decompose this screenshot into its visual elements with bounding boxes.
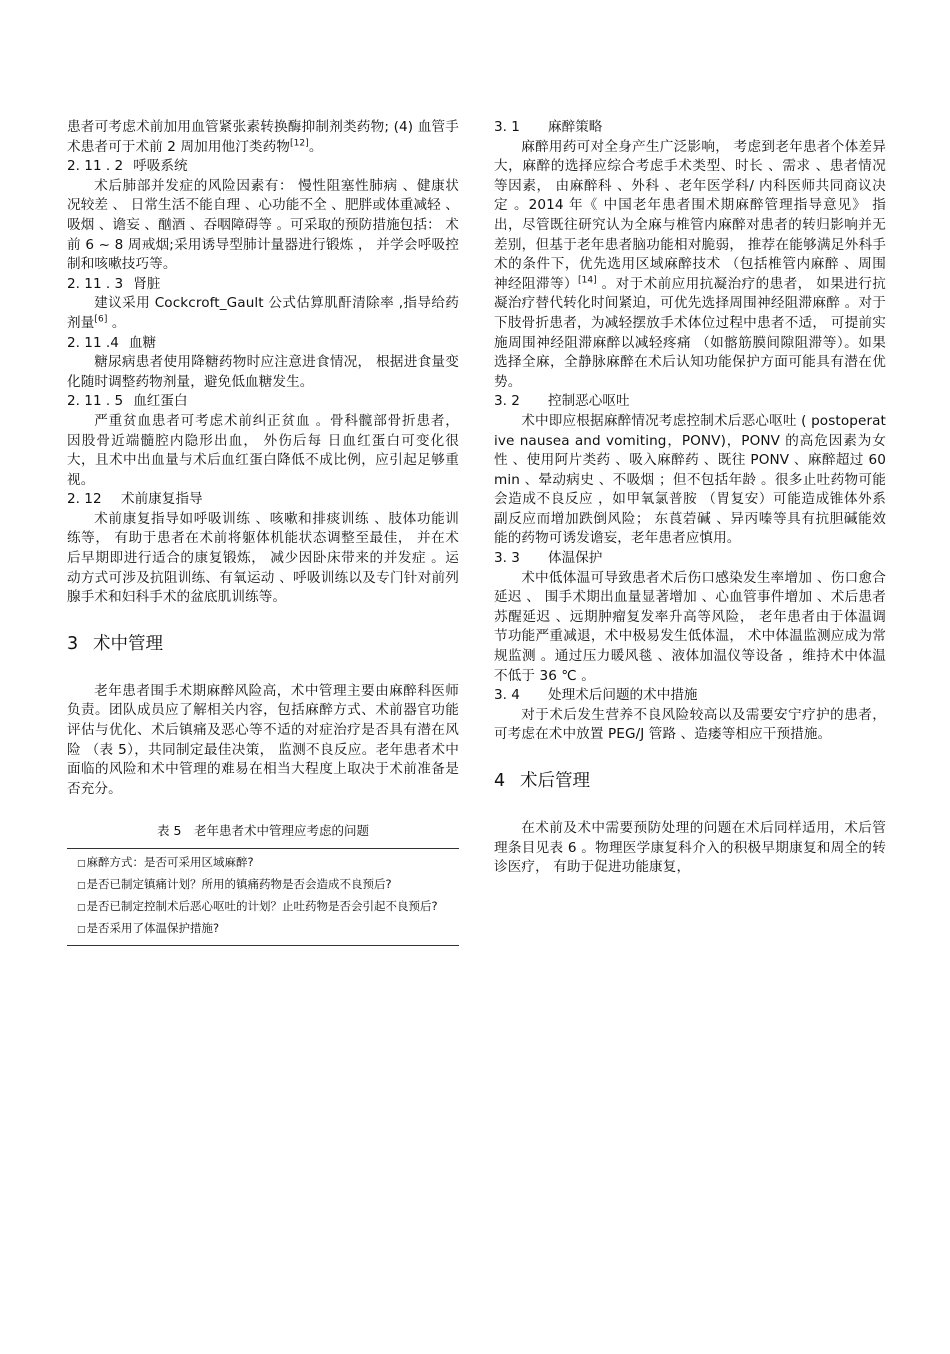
heading-title: 呼吸系统 [133, 158, 188, 175]
paragraph-preop-rehab: 术前康复指导如呼吸训练 、咳嗽和排痰训练 、肢体功能训练等， 有助于患者在术前将躯体机能状态调整至最佳， 并在术后早期即进行适合的康复锻炼， 减少因卧床带来的并发症 。运动方式可涉及抗阻训练、有氧运动 、呼吸训练以及专门针对前列腺手术和妇科手术的盆底肌训练等。 [67, 510, 459, 606]
heading-3-3 [494, 549, 886, 569]
table-row [67, 854, 459, 872]
heading-title: 控制恶心呕吐 [548, 393, 630, 410]
table-5-title: 表 5 老年患者术中管理应考虑的问题 [157, 823, 369, 839]
table-row [67, 920, 459, 938]
citation-ref: [12] [290, 138, 309, 149]
paragraph-postop-management: 在术前及术中需要预防处理的问题在术后同样适用，术后管理条目见表 6 。物理医学康复科介入的积极早期康复和周全的转诊医疗， 有助于促进功能康复， [494, 820, 886, 876]
table-5 [67, 848, 459, 946]
checkbox-icon: □ [77, 925, 86, 936]
anesthesia-text: 麻醉用药可对全身产生广泛影响， 考虑到老年患者个体差异大，麻醉的选择应综合考虑手术类型、时长 、需求 、患者情况等因素， 由麻醉科 、外科 、老年医学科/ 内科医师共同商议决定 。2014 年《 中国老年患者围术期麻醉管理指导意见》 指出，尽管既往研究认为全麻与椎管内麻醉对患者的转归影响并无差别，但基于老年患者脑功能相对脆弱， 推荐在能够满足外科手术的条件下，优先选用区域麻醉技术 （包括椎管内麻醉 、周围神经阻滞等） [494, 138, 886, 292]
heading-title: 麻醉策略 [548, 119, 603, 135]
checkbox-icon: □ [77, 903, 86, 914]
heading-number: 3. 3 [494, 550, 520, 567]
heading-title: 处理术后问题的术中措施 [548, 687, 698, 704]
heading-number: 3. 1 [494, 119, 520, 135]
heading-title: 肾脏 [133, 275, 161, 292]
intro-text: 患者可考虑术前加用血管紧张素转换酶抑制剂类药物; (4) 血管手术患者可于术前 2 周加用他汀类药物 [67, 119, 459, 155]
intro-end: 。 [308, 138, 323, 155]
heading-number: 2. 11 . 3 [67, 275, 124, 292]
heading-title: 体温保护 [548, 550, 603, 567]
checkbox-icon: □ [77, 881, 86, 892]
heading-2-11-5 [67, 392, 459, 412]
checkbox-icon: □ [77, 859, 86, 870]
kidney-end: 。 [107, 314, 126, 331]
heading-number: 2. 11 . 5 [67, 393, 124, 410]
table-row-text: 是否已制定镇痛计划？所用的镇痛药物是否会造成不良预后? [86, 877, 392, 892]
heading-2-12 [67, 490, 459, 510]
heading-3-4 [494, 686, 886, 706]
table-row-text: 是否已制定控制术后恶心呕吐的计划？止吐药物是否会引起不良预后? [86, 899, 438, 914]
heading-title: 术前康复指导 [121, 491, 203, 508]
section-heading-4 [494, 769, 886, 793]
heading-3-1 [494, 118, 886, 138]
heading-number: 2. 12 [67, 491, 102, 508]
citation-ref: [14] [578, 275, 597, 286]
table-row-text: 是否采用了体温保护措施? [86, 921, 220, 936]
heading-3-2 [494, 392, 886, 412]
table-row [67, 898, 459, 916]
section-heading-3 [67, 632, 459, 656]
citation-ref: [6] [94, 314, 108, 325]
intro-paragraph [67, 118, 459, 157]
section-title: 术后管理 [520, 771, 590, 791]
table-row [67, 876, 459, 894]
section-number: 3 [67, 633, 79, 654]
heading-2-11-4 [67, 334, 459, 354]
anesthesia-text-rest: 。对于术前应用抗凝治疗的患者， 如果进行抗凝治疗替代转化时间紧迫，可优先选择周围神经阻滞麻醉 。对于下肢骨折患者，为减轻摆放手术体位过程中患者不适， 可提前实施周围神经阻滞麻醉以减轻疼痛 （如髂筋膜间隙阻滞等）。如果选择全麻，全静脉麻醉在术后认知功能保护方面可能具有潜在优势。 [494, 275, 886, 390]
paragraph-anesthesia-strategy [494, 138, 886, 393]
heading-number: 2. 11 .4 [67, 334, 119, 351]
heading-2-11-2 [67, 157, 459, 177]
paragraph-kidney [67, 294, 459, 333]
paragraph-temperature: 术中低体温可导致患者术后伤口感染发生率增加 、伤口愈合延迟 、 围手术期出血量显著增加 、心血管事件增加 、术后患者苏醒延迟 、远期肿瘤复发率升高等风险， 老年患者由于体温调节功能严重减退，术中极易发生低体温， 术中体温监测应成为常规监测 。通过压力暖风毯 、液体加温仪等设备 ，维持术中体温不低于 36 ℃ 。 [494, 569, 886, 684]
section-number: 4 [494, 771, 506, 791]
left-column [67, 118, 459, 946]
heading-number: 3. 2 [494, 393, 520, 410]
heading-number: 3. 4 [494, 687, 520, 704]
paragraph-hemoglobin: 严重贫血患者可考虑术前纠正贫血 。骨科髋部骨折患者， 因股骨近端髓腔内隐形出血， 外伤后每 日血红蛋白可变化很大，且术中出血量与术后血红蛋白降低不成比例，应引起足够重视。 [67, 412, 459, 488]
table-row-text: 麻醉方式：是否可采用区域麻醉? [86, 855, 254, 870]
heading-title: 血红蛋白 [133, 393, 188, 410]
paragraph-intraop-management: 老年患者围手术期麻醉风险高，术中管理主要由麻醉科医师负责。团队成员应了解相关内容，包括麻醉方式、术前器官功能评估与优化、术后镇痛及恶心等不适的对症治疗是否具有潜在风险 （表 5），共同制定最佳决策， 监测不良反应。老年患者术中面临的风险和术中管理的难易在相当大程度上取决于术前准备是否充分。 [67, 682, 459, 797]
heading-title: 血糖 [128, 334, 157, 351]
heading-number: 2. 11 . 2 [67, 158, 124, 175]
right-column [494, 118, 886, 878]
section-title: 术中管理 [93, 633, 163, 654]
kidney-text: 建议采用 Cockcroft_Gault 公式估算肌酐清除率 ,指导给药剂量 [67, 295, 459, 331]
paragraph-ponv: 术中即应根据麻醉情况考虑控制术后恶心呕吐 ( postoperative nausea and vomiting，PONV)，PONV 的高危因素为女性 、使用阿片类药 、吸入麻醉药 、既往 PONV 、麻醉超过 60 min 、晕动病史 、不吸烟 ；但不包括年龄 。很多止吐药物可能会造成不良反应 ，如甲氧氯普胺 （胃复安）可能造成锥体外系副反应而增加跌倒风险； 东莨菪碱 、异丙嗪等具有抗胆碱能效能的药物可诱发谵妄，老年患者应慎用。 [494, 412, 886, 547]
paragraph-intraop-measures: 对于术后发生营养不良风险较高以及需要安宁疗护的患者， 可考虑在术中放置 PEG/J 管路 、造瘘等相应干预措施。 [494, 706, 886, 743]
heading-2-11-3 [67, 275, 459, 295]
paragraph-respiratory: 术后肺部并发症的风险因素有： 慢性阻塞性肺病 、健康状况较差 、 日常生活不能自理 、心功能不全 、肥胖或体重减轻 、吸烟 、谵妄 、酗酒 、吞咽障碍等 。可采取的预防措施包括： 术前 6 ~ 8 周戒烟;采用诱导型肺计量器进行锻炼 ， 并学会呼吸控制和咳嗽技巧等。 [67, 177, 459, 273]
paragraph-blood-glucose: 糖尿病患者使用降糖药物时应注意进食情况， 根据进食量变化随时调整药物剂量，避免低血糖发生。 [67, 354, 459, 390]
